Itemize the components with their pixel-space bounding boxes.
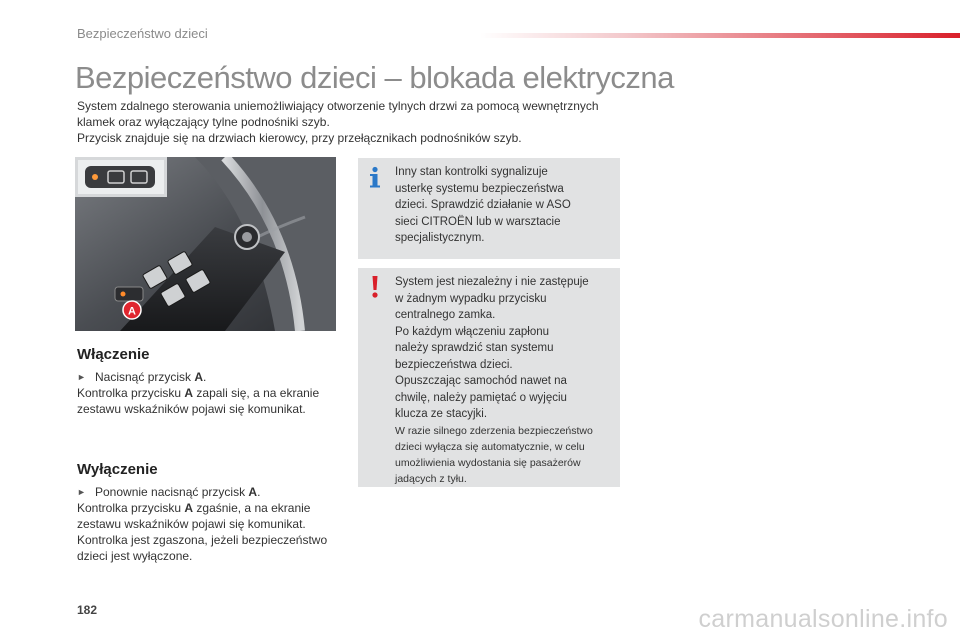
off-step-text: Ponownie nacisnąć przycisk [95, 485, 246, 499]
info-box [358, 158, 620, 259]
off-line2 [77, 500, 347, 516]
off-section-text [77, 484, 347, 564]
callout-a-letter: A [128, 305, 136, 318]
warning-small-line: dzieci wyłącza się automatycznie, w celu [395, 440, 585, 453]
info-box-text [395, 164, 617, 247]
arrow-bullet-icon: ► [77, 372, 86, 382]
warning-line: System jest niezależny i nie zastępuje [395, 276, 589, 288]
door-switch-photo [75, 157, 336, 331]
page-number: 182 [77, 603, 98, 617]
on-step-text: Nacisnąć przycisk [95, 370, 192, 384]
info-line: usterkę systemu bezpieczeństwa [395, 182, 564, 195]
on-section-text [77, 369, 347, 417]
off-line5: dzieci jest wyłączone. [77, 549, 193, 563]
section-header-label: Bezpieczeństwo dzieci [77, 26, 208, 41]
off-step-key: A [248, 485, 258, 499]
warning-small-line: W razie silnego zderzenia bezpieczeństwo [395, 424, 593, 437]
on-step: ► Nacisnąć przycisk A. [77, 370, 207, 384]
warning-line: klucza ze stacyjki. [395, 408, 488, 420]
page-title: Bezpieczeństwo dzieci – blokada elektryczna [75, 60, 674, 95]
off-step: ► Ponownie nacisnąć przycisk A. [77, 485, 261, 499]
intro-line: Przycisk znajduje się na drzwiach kierowcy, przy przełącznikach podnośników szyb. [77, 131, 522, 145]
intro-line: klamek oraz wyłączający tylne podnośniki szyb. [77, 115, 330, 129]
warning-icon [368, 276, 382, 298]
off-line4: Kontrolka jest zgaszona, jeżeli bezpieczeństwo [77, 533, 328, 547]
warning-line: Opuszczając samochód nawet na [395, 375, 567, 387]
arrow-bullet-icon: ► [77, 487, 86, 497]
section-heading-off: Wyłączenie [77, 461, 158, 478]
warning-line: chwilę, należy pamiętać o wyjęciu [395, 391, 567, 404]
warning-line: w żadnym wypadku przycisku [395, 292, 547, 305]
warning-small-line: umożliwienia wydostania się pasażerów [395, 456, 581, 469]
watermark: carmanualsonline.info [698, 605, 948, 633]
on-line2-pre: Kontrolka przycisku [77, 386, 182, 400]
warning-line: należy sprawdzić stan systemu [395, 342, 554, 354]
off-line2-post: zgaśnie, a na ekranie [196, 501, 311, 515]
section-heading-on: Włączenie [77, 346, 150, 363]
info-line: dzieci. Sprawdzić działanie w ASO [395, 199, 571, 211]
warning-box-text [395, 274, 617, 487]
on-step-key: A [194, 370, 204, 384]
intro-paragraph [77, 98, 637, 146]
on-line3: zestawu wskaźników pojawi się komunikat. [77, 402, 306, 416]
warning-line: Po każdym włączeniu zapłonu [395, 325, 550, 338]
header-accent-bar [480, 33, 960, 38]
warning-box [358, 268, 620, 487]
warning-line: bezpieczeństwa dzieci. [395, 358, 513, 371]
intro-line: System zdalnego sterowania uniemożliwiający otworzenie tylnych drzwi za pomocą wewnętrznych [77, 99, 599, 113]
off-line2-key: A [184, 501, 194, 515]
warning-small-line: jadących z tyłu. [395, 472, 467, 485]
on-line2-post: zapali się, a na ekranie [196, 386, 320, 400]
info-line: sieci CITROËN lub w warsztacie [395, 215, 561, 228]
info-line: specjalistycznym. [395, 232, 485, 244]
info-icon [368, 166, 382, 188]
warning-line: centralnego zamka. [395, 309, 496, 321]
off-line2-pre: Kontrolka przycisku [77, 501, 182, 515]
on-line2 [77, 385, 347, 401]
off-line3: zestawu wskaźników pojawi się komunikat. [77, 517, 306, 531]
info-line: Inny stan kontrolki sygnalizuje [395, 166, 548, 178]
on-line2-key: A [184, 386, 194, 400]
